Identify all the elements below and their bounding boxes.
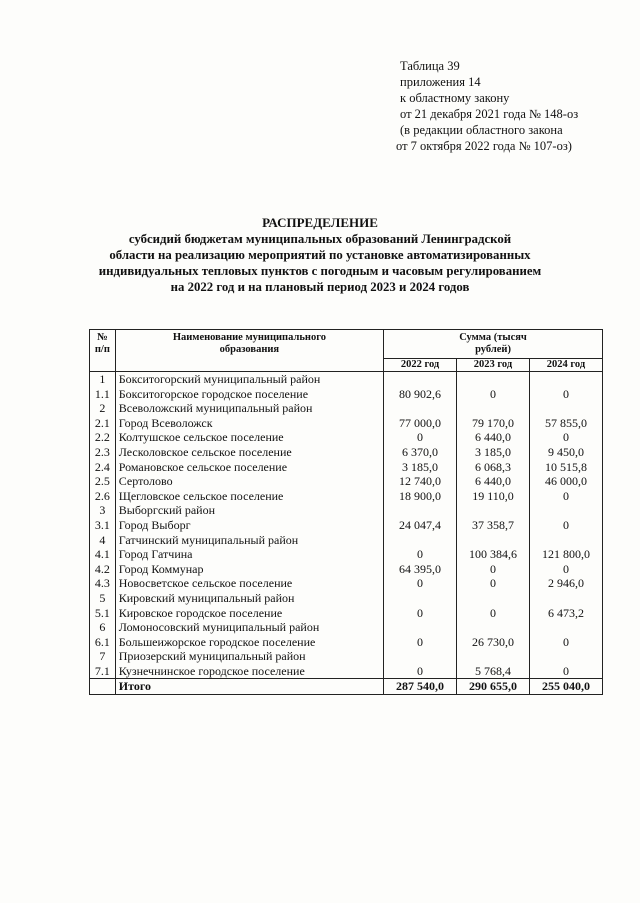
row-value: 6 440,0 xyxy=(457,474,530,489)
row-value: 6 370,0 xyxy=(384,445,457,460)
note-line: к областному закону xyxy=(400,91,510,105)
row-value xyxy=(457,372,530,387)
row-number: 4.1 xyxy=(90,547,116,562)
table-row xyxy=(90,620,603,635)
title-line: индивидуальных тепловых пунктов с погодным и часовым регулированием xyxy=(98,264,542,278)
note-line: от 21 декабря 2021 года № 148-оз xyxy=(400,107,579,121)
row-name: Колтушское сельское поселение xyxy=(115,430,383,445)
row-value: 57 855,0 xyxy=(529,416,602,431)
row-name: Кузнечнинское городское поселение xyxy=(115,664,383,679)
row-value xyxy=(384,503,457,518)
row-value xyxy=(529,503,602,518)
row-value: 100 384,6 xyxy=(457,547,530,562)
header-name: Наименование муниципального образования xyxy=(115,330,383,372)
row-name: Город Коммунар xyxy=(115,562,383,577)
row-number: 4 xyxy=(90,533,116,548)
row-value xyxy=(529,620,602,635)
title-line: на 2022 год и на плановый период 2023 и 2024 годов xyxy=(170,280,470,294)
row-value: 79 170,0 xyxy=(457,416,530,431)
row-name: Бокситогорский муниципальный район xyxy=(115,372,383,387)
row-value xyxy=(384,649,457,664)
row-value xyxy=(529,591,602,606)
row-name: Лесколовское сельское поселение xyxy=(115,445,383,460)
row-value xyxy=(457,591,530,606)
table-row xyxy=(90,649,603,664)
row-number: 3.1 xyxy=(90,518,116,533)
row-value: 0 xyxy=(529,664,602,679)
row-value: 0 xyxy=(384,430,457,445)
table-row xyxy=(90,474,603,489)
row-value: 0 xyxy=(529,489,602,504)
row-value xyxy=(529,372,602,387)
document-title xyxy=(60,215,580,295)
row-name: Гатчинский муниципальный район xyxy=(115,533,383,548)
table-row xyxy=(90,489,603,504)
total-value: 255 040,0 xyxy=(529,679,602,695)
row-value: 0 xyxy=(529,430,602,445)
row-name: Кировский муниципальный район xyxy=(115,591,383,606)
row-value: 0 xyxy=(529,518,602,533)
note-line: от 7 октября 2022 года № 107-оз) xyxy=(396,139,572,153)
table-row xyxy=(90,430,603,445)
row-number: 7 xyxy=(90,649,116,664)
row-value: 0 xyxy=(384,664,457,679)
row-value: 19 110,0 xyxy=(457,489,530,504)
row-value: 0 xyxy=(457,387,530,402)
subsidy-table xyxy=(89,329,603,695)
row-number: 1.1 xyxy=(90,387,116,402)
row-name: Кировское городское поселение xyxy=(115,606,383,621)
row-value: 24 047,4 xyxy=(384,518,457,533)
row-value: 6 473,2 xyxy=(529,606,602,621)
table-row xyxy=(90,401,603,416)
table-row xyxy=(90,576,603,591)
table-row xyxy=(90,591,603,606)
header-sum: Сумма (тысяч рублей) xyxy=(384,330,603,359)
row-value: 3 185,0 xyxy=(457,445,530,460)
row-value xyxy=(384,533,457,548)
header-note xyxy=(396,58,579,154)
row-number: 2.4 xyxy=(90,460,116,475)
row-value: 0 xyxy=(384,547,457,562)
total-number-cell xyxy=(90,679,116,695)
row-number: 2 xyxy=(90,401,116,416)
total-value: 287 540,0 xyxy=(384,679,457,695)
title-line: области на реализацию мероприятий по установке автоматизированных xyxy=(109,248,531,262)
row-name: Щегловское сельское поселение xyxy=(115,489,383,504)
row-number: 2.5 xyxy=(90,474,116,489)
row-value: 0 xyxy=(384,576,457,591)
table-row xyxy=(90,664,603,679)
row-value xyxy=(457,533,530,548)
table-row xyxy=(90,387,603,402)
note-line: приложения 14 xyxy=(400,75,481,89)
row-value xyxy=(457,620,530,635)
row-name: Романовское сельское поселение xyxy=(115,460,383,475)
row-name: Бокситогорское городское поселение xyxy=(115,387,383,402)
row-value: 0 xyxy=(457,606,530,621)
table-row xyxy=(90,533,603,548)
row-name: Приозерский муниципальный район xyxy=(115,649,383,664)
row-number: 6 xyxy=(90,620,116,635)
total-row xyxy=(90,679,603,695)
row-name: Ломоносовский муниципальный район xyxy=(115,620,383,635)
title-main: РАСПРЕДЕЛЕНИЕ xyxy=(262,215,378,230)
table-row xyxy=(90,635,603,650)
row-number: 2.3 xyxy=(90,445,116,460)
row-value xyxy=(457,401,530,416)
row-name: Город Выборг xyxy=(115,518,383,533)
row-value: 9 450,0 xyxy=(529,445,602,460)
table-row xyxy=(90,416,603,431)
row-value: 6 068,3 xyxy=(457,460,530,475)
row-value: 10 515,8 xyxy=(529,460,602,475)
row-number: 6.1 xyxy=(90,635,116,650)
header-year: 2023 год xyxy=(457,359,530,372)
total-value: 290 655,0 xyxy=(457,679,530,695)
row-value: 46 000,0 xyxy=(529,474,602,489)
row-value xyxy=(457,649,530,664)
row-value xyxy=(529,649,602,664)
header-year: 2024 год xyxy=(529,359,602,372)
table-row xyxy=(90,460,603,475)
row-number: 2.1 xyxy=(90,416,116,431)
row-value: 0 xyxy=(529,635,602,650)
row-value xyxy=(384,372,457,387)
row-value: 121 800,0 xyxy=(529,547,602,562)
header-no: № п/п xyxy=(90,330,116,372)
row-number: 5 xyxy=(90,591,116,606)
note-line: Таблица 39 xyxy=(400,59,460,73)
row-number: 2.2 xyxy=(90,430,116,445)
row-value: 0 xyxy=(529,562,602,577)
row-value: 0 xyxy=(529,387,602,402)
row-name: Сертолово xyxy=(115,474,383,489)
row-number: 7.1 xyxy=(90,664,116,679)
row-value: 6 440,0 xyxy=(457,430,530,445)
row-value xyxy=(384,620,457,635)
table-row xyxy=(90,518,603,533)
row-value: 37 358,7 xyxy=(457,518,530,533)
table-row xyxy=(90,562,603,577)
row-number: 4.3 xyxy=(90,576,116,591)
title-line: субсидий бюджетам муниципальных образований Ленинградской xyxy=(128,232,512,246)
row-number: 4.2 xyxy=(90,562,116,577)
table-body xyxy=(90,372,603,695)
row-name: Выборгский район xyxy=(115,503,383,518)
row-value: 2 946,0 xyxy=(529,576,602,591)
row-name: Новосветское сельское поселение xyxy=(115,576,383,591)
table-row xyxy=(90,372,603,387)
row-value: 3 185,0 xyxy=(384,460,457,475)
row-value: 0 xyxy=(457,576,530,591)
row-value: 18 900,0 xyxy=(384,489,457,504)
row-value xyxy=(384,591,457,606)
row-value: 0 xyxy=(384,635,457,650)
row-name: Большеижорское городское поселение xyxy=(115,635,383,650)
row-value xyxy=(529,401,602,416)
row-value: 0 xyxy=(384,606,457,621)
table-row xyxy=(90,503,603,518)
row-value: 80 902,6 xyxy=(384,387,457,402)
note-line: (в редакции областного закона xyxy=(400,123,563,137)
row-value: 26 730,0 xyxy=(457,635,530,650)
row-number: 3 xyxy=(90,503,116,518)
row-value xyxy=(457,503,530,518)
row-number: 5.1 xyxy=(90,606,116,621)
table-row xyxy=(90,606,603,621)
row-value: 0 xyxy=(457,562,530,577)
table-row xyxy=(90,547,603,562)
row-number: 2.6 xyxy=(90,489,116,504)
row-value: 12 740,0 xyxy=(384,474,457,489)
row-value: 5 768,4 xyxy=(457,664,530,679)
row-name: Город Гатчина xyxy=(115,547,383,562)
row-name: Город Всеволожск xyxy=(115,416,383,431)
header-year: 2022 год xyxy=(384,359,457,372)
row-value: 64 395,0 xyxy=(384,562,457,577)
row-name: Всеволожский муниципальный район xyxy=(115,401,383,416)
row-value xyxy=(384,401,457,416)
row-number: 1 xyxy=(90,372,116,387)
row-value xyxy=(529,533,602,548)
table-row xyxy=(90,445,603,460)
total-label: Итого xyxy=(115,679,383,695)
row-value: 77 000,0 xyxy=(384,416,457,431)
